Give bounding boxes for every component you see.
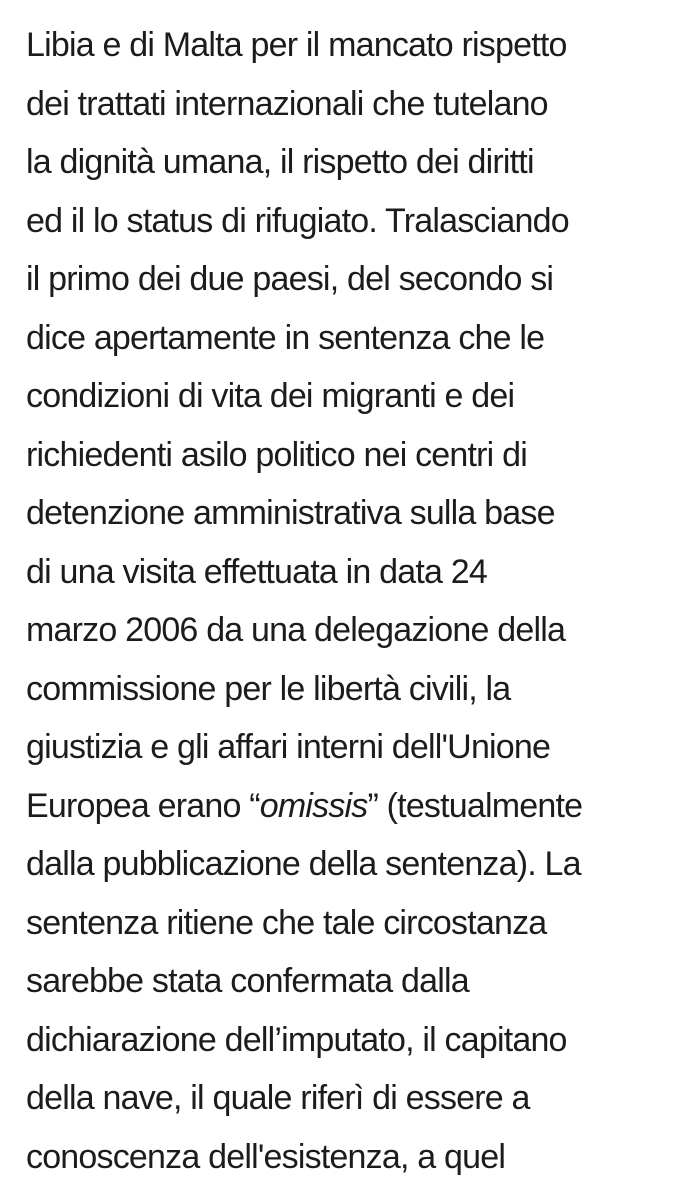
text-line: dichiarazione dell’imputato, il capitano bbox=[26, 1020, 567, 1059]
text-line: la dignità umana, il rispetto dei diritti bbox=[26, 143, 534, 181]
text-line: di una visita effettuata in data 24 bbox=[26, 552, 487, 591]
text-segment: ” (testualmente bbox=[367, 786, 583, 825]
text-line-with-italic bbox=[26, 777, 686, 836]
text-line: ed il lo status di rifugiato. Tralasciando bbox=[26, 201, 569, 240]
text-line: condizioni di vita dei migranti e dei bbox=[26, 377, 515, 415]
text-line: richiedenti asilo politico nei centri di bbox=[26, 435, 527, 474]
text-line: detenzione amministrativa sulla base bbox=[26, 494, 555, 532]
text-line: giustizia e gli affari interni dell'Unione bbox=[26, 728, 551, 766]
text-line: marzo 2006 da una delegazione della bbox=[26, 611, 566, 649]
text-line: sarebbe stata confermata dalla bbox=[26, 962, 469, 1000]
text-line: della nave, il quale riferì di essere a bbox=[26, 1079, 530, 1117]
text-line: dalla pubblicazione della sentenza). La bbox=[26, 845, 581, 883]
article-body bbox=[26, 16, 686, 1186]
text-line: dei trattati internazionali che tutelano bbox=[26, 84, 548, 123]
text-line: dice apertamente in sentenza che le bbox=[26, 318, 545, 357]
text-line: commissione per le libertà civili, la bbox=[26, 669, 511, 708]
italic-term: omissis bbox=[259, 786, 368, 825]
text-line: Libia e di Malta per il mancato rispetto bbox=[26, 26, 567, 64]
text-line: il primo dei due paesi, del secondo si bbox=[26, 260, 554, 298]
text-line: sentenza ritiene che tale circostanza bbox=[26, 903, 547, 942]
text-segment: Europea erano “ bbox=[26, 786, 260, 825]
text-line: conoscenza dell'esistenza, a quel bbox=[26, 1137, 506, 1176]
